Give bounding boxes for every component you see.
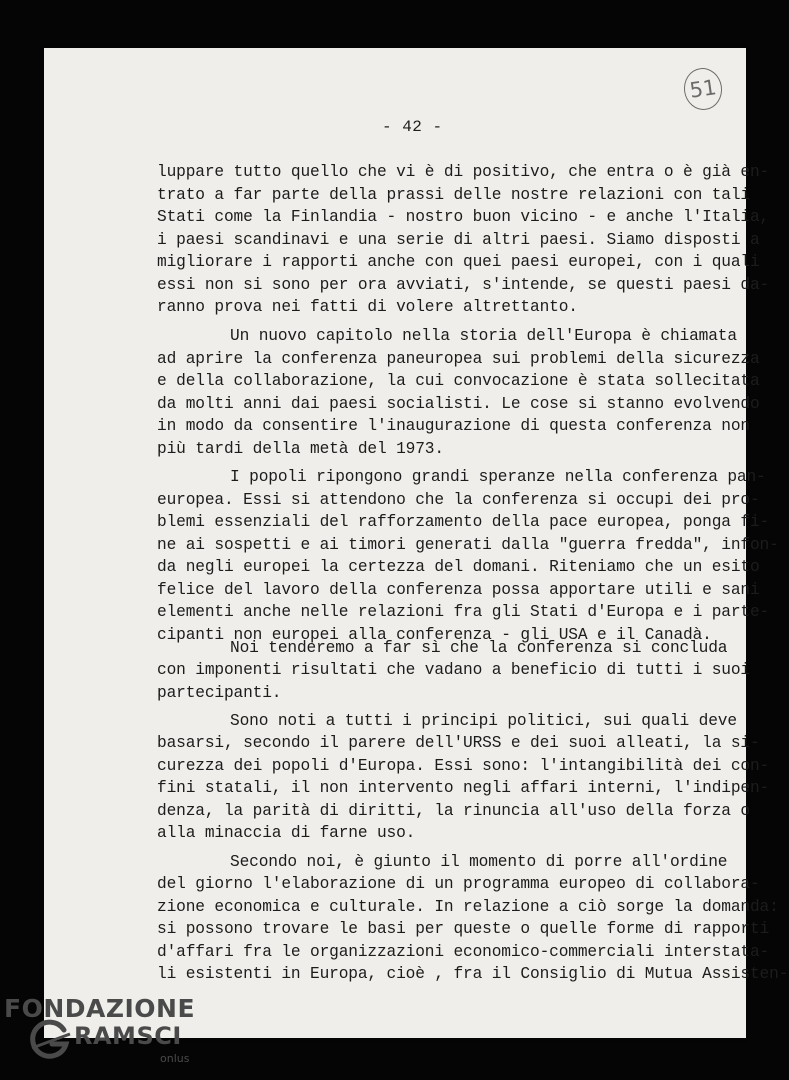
text-line: I popoli ripongono grandi speranze nella conferenza pan- <box>230 468 766 486</box>
text-line: Secondo noi, è giunto il momento di porre all'ordine <box>230 853 728 871</box>
text-line: e della collaborazione, la cui convocazione è stata sollecitata <box>157 372 760 390</box>
text-line: li esistenti in Europa, cioè , fra il Consiglio di Mutua Assisten- <box>157 965 789 983</box>
text-line: trato a far parte della prassi delle nostre relazioni con tali <box>157 186 750 204</box>
text-line: Un nuovo capitolo nella storia dell'Europa è chiamata <box>230 327 737 345</box>
text-line: Noi tenderemo a far sì che la conferenza si concluda <box>230 639 728 657</box>
page-number: - 42 - <box>382 118 443 136</box>
text-line: partecipanti. <box>157 684 282 702</box>
logo-text-gramsci: RAMSCI <box>74 1022 182 1050</box>
text-line: essi non si sono per ora avviati, s'intende, se questi paesi da- <box>157 276 770 294</box>
text-line: da negli europei la certezza del domani. Riteniamo che un esito <box>157 558 760 576</box>
fondazione-gramsci-logo <box>0 994 200 1074</box>
logo-g-icon <box>28 1018 72 1062</box>
text-line: più tardi della metà del 1973. <box>157 440 444 458</box>
text-line: migliorare i rapporti anche con quei paesi europei, con i quali <box>157 253 760 271</box>
text-line: d'affari fra le organizzazioni economico-commerciali interstata- <box>157 943 770 961</box>
text-line: zione economica e culturale. In relazione a ciò sorge la domanda: <box>157 898 779 916</box>
text-line: i paesi scandinavi e una serie di altri paesi. Siamo disposti a <box>157 231 760 249</box>
text-line: in modo da consentire l'inaugurazione di questa conferenza non <box>157 417 750 435</box>
logo-text-onlus: onlus <box>160 1052 190 1065</box>
text-line: da molti anni dai paesi socialisti. Le cose si stanno evolvendo <box>157 395 760 413</box>
folio-stamp: 51 <box>681 66 724 113</box>
text-line: basarsi, secondo il parere dell'URSS e dei suoi alleati, la si- <box>157 734 760 752</box>
text-line: alla minaccia di farne uso. <box>157 824 416 842</box>
text-line: Sono noti a tutti i principi politici, sui quali deve <box>230 712 737 730</box>
text-line: felice del lavoro della conferenza possa apportare utili e sani <box>157 581 760 599</box>
text-line: si possono trovare le basi per queste o quelle forme di rapporti <box>157 920 770 938</box>
text-line: ad aprire la conferenza paneuropea sui problemi della sicurezza <box>157 350 760 368</box>
text-line: cipanti non europei alla conferenza - gli USA e il Canadà. <box>157 626 712 644</box>
text-line: Stati come la Finlandia - nostro buon vicino - e anche l'Italia, <box>157 208 770 226</box>
text-line: ranno prova nei fatti di volere altrettanto. <box>157 298 578 316</box>
logo-text-fondazione: FONDAZIONE <box>4 994 196 1023</box>
text-line: denza, la parità di diritti, la rinuncia all'uso della forza o <box>157 802 750 820</box>
text-line: luppare tutto quello che vi è di positivo, che entra o è già en- <box>157 163 770 181</box>
text-line: elementi anche nelle relazioni fra gli Stati d'Europa e i parte- <box>157 603 770 621</box>
text-line: fini statali, il non intervento negli affari interni, l'indipen- <box>157 779 770 797</box>
text-line: curezza dei popoli d'Europa. Essi sono: l'intangibilità dei con- <box>157 757 770 775</box>
text-line: del giorno l'elaborazione di un programma europeo di collabora- <box>157 875 760 893</box>
text-line: ne ai sospetti e ai timori generati dalla "guerra fredda", infon- <box>157 536 779 554</box>
text-line: blemi essenziali del rafforzamento della pace europea, ponga fi- <box>157 513 770 531</box>
text-line: europea. Essi si attendono che la conferenza si occupi dei pro- <box>157 491 760 509</box>
text-line: con imponenti risultati che vadano a beneficio di tutti i suoi <box>157 661 750 679</box>
